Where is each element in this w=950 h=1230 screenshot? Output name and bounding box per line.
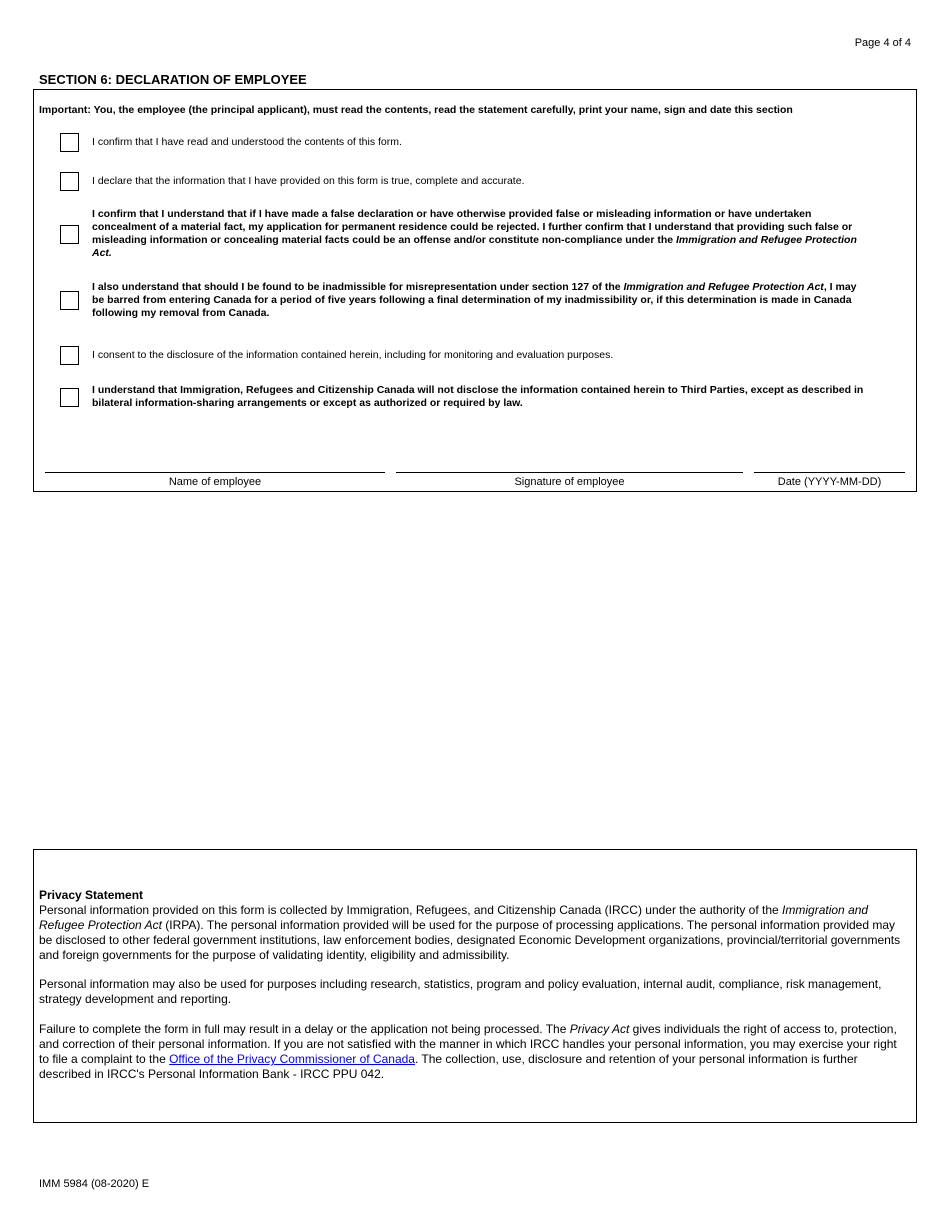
declaration-item-3 — [60, 208, 870, 260]
irpa-citation: Immigration and Refugee Protection Act. — [92, 234, 857, 259]
declaration-text-2: I declare that the information that I have provided on this form is true, complete and accurate. — [92, 175, 525, 187]
privacy-paragraph-3: Failure to complete the form in full may result in a delay or the application not being processed. The Privacy Act gives individuals the right of access to, protection, and correction of their personal information. If you are not satisfied with the manner in which IRCC handles your personal information, you may exercise your right to file a complaint to the Office of the Privacy Commissioner of Canada. The collection, use, disclosure and retention of your personal information is further described in IRCC's Personal Information Bank - IRCC PPU 042. — [39, 1022, 897, 1081]
declaration-item-6 — [60, 384, 870, 410]
signature-line[interactable] — [396, 472, 743, 473]
form-code: IMM 5984 (08-2020) E — [39, 1178, 150, 1190]
declaration-checkbox-3[interactable] — [60, 225, 79, 244]
declaration-checkbox-1[interactable] — [60, 133, 79, 152]
declaration-text-5: I consent to the disclosure of the information contained herein, including for monitoring and evaluation purposes. — [92, 349, 614, 361]
declaration-checkbox-6[interactable] — [60, 388, 79, 407]
declaration-checkbox-4[interactable] — [60, 291, 79, 310]
privacy-commissioner-link[interactable]: Office of the Privacy Commissioner of Canada — [169, 1052, 415, 1066]
section-title: SECTION 6: DECLARATION OF EMPLOYEE — [39, 72, 307, 87]
declaration-item-1 — [60, 133, 870, 152]
declaration-checkbox-2[interactable] — [60, 172, 79, 191]
privacy-paragraph-2: Personal information may also be used for purposes including research, statistics, program and policy evaluation, internal audit, compliance, risk management, strategy development and reporting. — [39, 977, 882, 1006]
name-signature-line[interactable] — [45, 472, 385, 473]
declaration-text-4: I also understand that should I be found to be inadmissible for misrepresentation under section 127 of the Immigration and Refugee Protection Act, I may be barred from entering Canada for a period of five years following a final determination of my inadmissibility or, if this determination is made in Canada following my removal from Canada. — [92, 281, 857, 319]
privacy-act-citation: Privacy Act — [569, 1022, 630, 1036]
signature-of-employee-label: Signature of employee — [514, 476, 625, 488]
irpa-citation: Immigration and Refugee Protection Act — [39, 903, 869, 932]
name-of-employee-label: Name of employee — [168, 476, 262, 488]
declaration-item-5 — [60, 346, 870, 365]
date-signature-line[interactable] — [754, 472, 905, 473]
declaration-item-4 — [60, 281, 870, 320]
privacy-statement-title: Privacy Statement — [39, 888, 144, 902]
privacy-paragraph-1: Personal information provided on this form is collected by Immigration, Refugees, and Citizenship Canada (IRCC) under the authority of the Immigration and Refugee Protection Act (IRPA). The personal information provided will be used for the purpose of processing applications. The personal information provided may be disclosed to other federal government institutions, law enforcement bodies, designated Economic Development organizations, provincial/territorial governments and foreign governments for the purpose of validating identity, eligibility and admissibility. — [39, 903, 901, 962]
important-notice: Important: You, the employee (the principal applicant), must read the contents, read the statement carefully, print your name, sign and date this section — [39, 104, 793, 116]
date-label: Date (YYYY-MM-DD) — [777, 476, 882, 488]
declaration-text-6: I understand that Immigration, Refugees and Citizenship Canada will not disclose the information contained herein to Third Parties, except as described in bilateral information-sharing arrangements or except as authorized or required by law. — [92, 384, 864, 409]
irpa-citation: Immigration and Refugee Protection Act — [623, 281, 824, 293]
declaration-item-2 — [60, 172, 870, 191]
declaration-text-3: I confirm that I understand that if I have made a false declaration or have otherwise provided false or misleading information or have undertaken concealment of a material fact, my application for permanent residence could be rejected. I further confirm that I understand that providing such false or misleading information or concealing material facts could be an offense and/or constitute non-compliance under the Immigration and Refugee Protection Act. — [92, 208, 857, 259]
declaration-checkbox-5[interactable] — [60, 346, 79, 365]
page-number: Page 4 of 4 — [854, 37, 911, 49]
declaration-text-1: I confirm that I have read and understood the contents of this form. — [92, 136, 402, 148]
